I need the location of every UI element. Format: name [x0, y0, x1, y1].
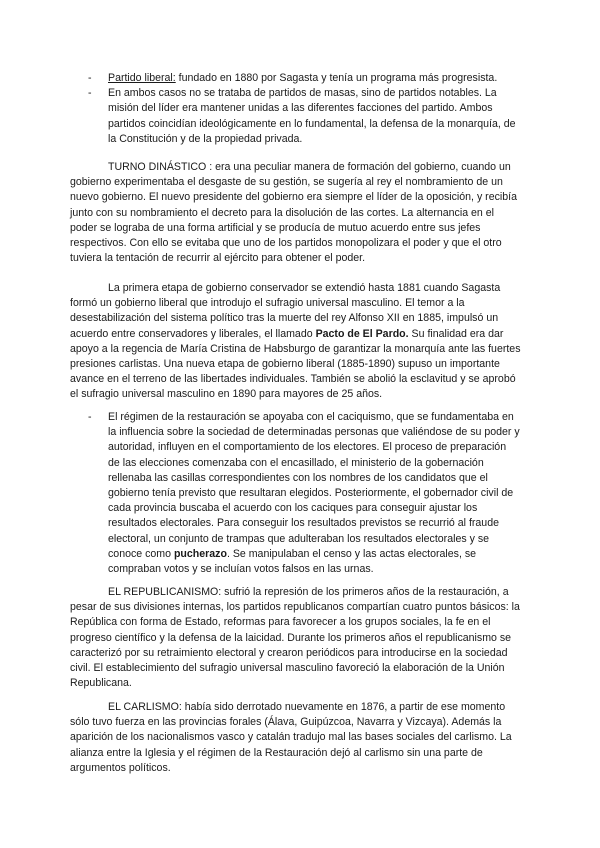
pucherazo-bold: pucherazo — [173, 547, 227, 560]
partidos-notables-text: En ambos casos no se trataba de partidos de masas, sino de partidos notables. La misión del líder era mantener unidas a las diferentes facciones del partido. Ambos partidos coincidían ideológicamente en lo fundamental, la defensa de la monarquía, de la Constitución y de la propiedad privada. — [108, 87, 516, 145]
party-bullet-list — [88, 71, 520, 147]
republicanismo-text: EL REPUBLICANISMO: sufrió la represión de los primeros años de la restauración, a pesar de sus divisiones internas, los partidos republicanos compartían cuatro puntos básicos: la República con forma de Estado, reformas para favorecer a los grupos sociales, la fe en el progreso científico y la defensa de la laicidad. Durante los primeros años el republicanismo se caracterizó por su retraimiento electoral y crearon periódicos para introducirse en la sociedad civil. El establecimiento del sufragio universal masculino favoreció la elaboración de la Unión Republicana. — [70, 586, 520, 690]
turno-dinastico-paragraph — [70, 160, 523, 266]
etapa-text-1: La primera etapa de gobierno conservador se extendió hasta 1881 cuando Sagasta formó un gobierno liberal que introdujo el sufragio universal masculino. El temor a la desestabilización del sistema político tras la muerte del rey Alfonso XII en 1885, impulsó un acuerdo entre conservadores y liberales, el llamado — [70, 282, 501, 340]
etapa-text-2: Su finalidad era dar apoyo a la regencia de María Cristina de Habsburgo de garantizar la monarquía ante las fuertes presiones carlistas. Una nueva etapa de gobierno liberal (1885-1890) supuso un importante avance en el terreno de las libertades individuales. También se abolió la esclavitud y se aprobó el sufragio universal masculino en 1890 para mayores de 25 años. — [70, 327, 521, 401]
list-item-partido-liberal — [88, 71, 520, 86]
pacto-el-pardo-bold: Pacto de El Pardo. — [315, 327, 409, 340]
list-item-caciquismo — [88, 410, 520, 577]
partido-liberal-text: fundado en 1880 por Sagasta y tenía un programa más progresista. — [175, 72, 498, 84]
bullet-dash: - — [88, 411, 92, 423]
partido-liberal-term: Partido liberal: — [108, 72, 176, 84]
bullet-dash: - — [88, 87, 92, 100]
carlismo-text: EL CARLISMO: había sido derrotado nuevamente en 1876, a partir de ese momento sólo tuvo fuerza en las provincias forales (Álava, Guipúzcoa, Navarra y Vizcaya). Además la aparición de los nacionalismos vasco y catalán tradujo mal las bases sociales del carlismo. La alianza entre la Iglesia y el régimen de la Restauración dejó al carlismo sin una parte de argumentos políticos. — [70, 701, 512, 774]
list-item-partidos-notables — [88, 86, 520, 147]
carlismo-paragraph — [70, 700, 523, 776]
caciquismo-text-2: . Se manipulaban el censo y las actas electorales, se compraban votos y se incluían votos falsos en las urnas. — [108, 547, 477, 576]
caciquismo-text-1: El régimen de la restauración se apoyaba con el caciquismo, que se fundamentaba en la influencia sobre la sociedad de determinadas personas que valiéndose de su poder y autoridad, influyen en el comportamiento de los electores. El proceso de preparación de las elecciones comenzaba con el encasillado, el ministerio de la gobernación rellenaba las casillas correspondientes con los nombres de los candidatos que el gobierno tenía previsto que resultaran elegidos. Posteriormente, el gobernador civil de cada provincia buscaba el acuerdo con los caciques para conseguir ajustar los resultados electorales. Para conseguir los resultados previstos se recurrió al fraude electoral, un conjunto de trampas que adulteraban los resultados electorales y se conoce como — [108, 411, 520, 560]
bullet-dash: - — [88, 72, 92, 84]
caciquismo-bullet-list — [88, 410, 520, 577]
turno-dinastico-text: TURNO DINÁSTICO : era una peculiar manera de formación del gobierno, cuando un gobierno experimentaba el desgaste de su gestión, se sugería al rey el nombramiento de un nuevo gobierno. El nuevo presidente del gobierno era siempre el líder de la oposición, y recibía junto con su nombramiento el decreto para la disolución de las cortes. La alternancia en el poder se lograba de una forma artificial y se producía de mutuo acuerdo entre sus jefes respectivos. Con ello se evitaba que uno de los partidos monopolizara el poder y que el otro tuviera la tentación de recurrir al ejército para obtener el poder. — [70, 161, 517, 265]
etapa-gobierno-paragraph — [70, 281, 523, 403]
republicanismo-paragraph — [70, 585, 523, 691]
